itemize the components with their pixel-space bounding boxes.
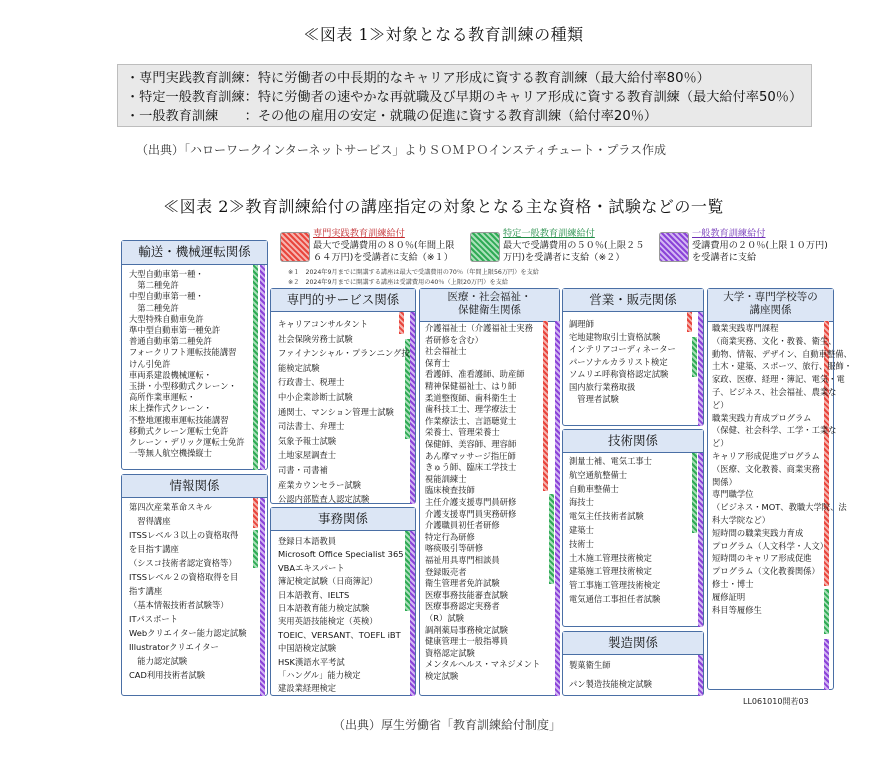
list-item: 職業実践力育成プログラム (712, 412, 812, 423)
list-item: 産業カウンセラー試験 (278, 479, 361, 490)
legend-note: ※２ 2024年9月までに開講する講座は受講費用の40％（上限20万円）を支給 (288, 279, 509, 286)
section-professional-service (270, 288, 416, 504)
section-title: 技術関係 (563, 430, 703, 453)
list-item: 土地家屋調査士 (278, 450, 337, 461)
section-title: 情報関係 (122, 475, 267, 498)
list-item: 特定行為研修 (425, 531, 475, 542)
list-item: 建築施工管理技術検定 (569, 566, 652, 577)
list-item: フォークリフト運転技能講習 (129, 347, 237, 358)
purple-bar (824, 639, 829, 690)
purple-bar (260, 498, 265, 696)
list-item: 高所作業車運転・ (129, 392, 196, 403)
figure2-source: （出典）厚生労働省「教育訓練給付制度」 (333, 718, 562, 732)
purple-bar (698, 655, 703, 696)
list-item: 主任介護支援専門員研修 (425, 497, 517, 507)
section-medical-welfare (419, 288, 560, 696)
list-item: ITSSレベル２の資格取得を目 (129, 572, 239, 582)
training-type-line: ・専門実践教育訓練：特に労働者の中長期的なキャリア形成に資する教育訓練（最大給付率80％） (126, 71, 710, 86)
list-item: 検定試験 (425, 671, 459, 681)
legend-heading: 専門実践教育訓練給付 (313, 228, 405, 239)
list-item: 登録日本語教員 (278, 536, 337, 546)
red-bar (543, 321, 548, 491)
list-item: 土木・建築、スポーツ、旅行、服飾・ (712, 361, 853, 372)
list-item: CAD利用技術者試験 (129, 670, 205, 680)
list-item: 能検定試験 (278, 362, 320, 373)
legend-green-swatch (470, 232, 500, 262)
list-item: キャリア形成促進プログラム (712, 451, 820, 461)
list-item: 製菓衛生師 (569, 660, 611, 670)
red-bar (399, 312, 404, 334)
section-title: 輸送・機械運転関係 (122, 241, 267, 265)
list-item: ITSSレベル３以上の資格取得 (129, 530, 239, 540)
list-item: 日本語教育、IELTS (278, 589, 350, 600)
list-item: 介護支援専門員実務研修 (425, 508, 517, 519)
list-item: クレーン・デリック運転士免許 (129, 437, 245, 447)
list-item: Webクリエイター能力認定試験 (129, 628, 247, 638)
list-item: 車両系建設機械運転・ (129, 369, 212, 380)
section-title: 専門的サービス関係 (271, 289, 415, 312)
list-item: きゅう師、臨床工学技士 (425, 462, 517, 473)
legend-specialized (280, 228, 470, 266)
purple-bar (555, 321, 560, 696)
list-item: 調理師 (569, 319, 594, 329)
list-item: （保健、社会科学、工学・工業な (712, 425, 837, 436)
qualification-chart (118, 226, 853, 708)
list-item: ソムリエ呼称資格認定試験 (569, 369, 669, 379)
training-type-line: ・特定一般教育訓練：特に労働者の速やかな再就職及び早期のキャリア形成に資する教育訓練（最大給付率50％） (126, 90, 803, 105)
list-item: 指す講座 (129, 586, 163, 596)
list-item: 管工事施工管理技術検定 (569, 580, 661, 591)
list-item: 短時間の職業実践力育成 (712, 527, 804, 538)
list-item: 管理者試験 (569, 394, 619, 404)
list-item: 大型特殊自動車免許 (129, 313, 204, 324)
green-bar (692, 337, 697, 377)
legend-line: を受講者に支給 (692, 252, 757, 263)
list-item: 電気主任技術者試験 (569, 511, 644, 522)
section-title: 事務関係 (271, 508, 415, 531)
list-item: インテリアコーディネーター (569, 344, 676, 354)
legend-line: ６４万円)を受講者に支給（※１） (313, 252, 453, 263)
list-item: 関係） (712, 476, 737, 487)
legend-note: ※１ 2024年9月までに開講する講座は最大で受講費用の70％（年間上限56万円）を支給 (288, 269, 539, 276)
list-item: 専門職学位 (712, 489, 754, 500)
list-item: （シスコ技術者認定資格等） (129, 558, 237, 568)
list-item: 土木施工管理技術検定 (569, 552, 652, 563)
figure1-source: （出典）「ハローワークインターネットサービス」よりＳＯＭＰＯインスティチュート・プラス作成 (136, 143, 667, 157)
list-item: 一等無人航空機操縦士 (129, 448, 212, 459)
legend-general (659, 228, 834, 266)
green-bar (692, 453, 697, 533)
list-item: 簿記検定試験（日商簿記） (278, 576, 378, 587)
list-item: ど） (712, 399, 729, 410)
list-item: 家政、医療、経理・簿記、電気・電 (712, 374, 845, 385)
list-item: 履修証明 (712, 591, 746, 602)
list-item: 健康管理士一般指導員 (425, 636, 508, 647)
list-item: 中国語検定試験 (278, 643, 337, 654)
list-item: 保育士 (425, 357, 450, 368)
list-item: 能力認定試験 (129, 656, 188, 666)
legend-line: 最大で受講費用の５０％(上限２５ (503, 240, 645, 251)
list-item: （基本情報技術者試験等） (129, 600, 229, 610)
list-item: ファイナンシャル・プランニング技 (278, 348, 410, 359)
list-item: 国内旅行業務取扱 (569, 381, 636, 392)
section-transport (121, 240, 268, 470)
list-item: 普通自動車第二種免許 (129, 336, 212, 347)
purple-bar (410, 312, 415, 504)
list-item: 医療事務技能審査試験 (425, 589, 508, 600)
legend-line: 万円)を受講者に支給（※２） (503, 252, 625, 263)
section-office (270, 507, 416, 696)
list-item: 司書・司書補 (278, 465, 328, 475)
list-item: 建設業経理検定 (278, 683, 337, 694)
list-item: 実用英語技能検定（英検） (278, 616, 378, 627)
list-item: 「ハングル」能力検定 (278, 670, 361, 680)
list-item: 職業実践専門課程 (712, 323, 779, 333)
legend-heading: 一般教育訓練給付 (692, 228, 766, 239)
list-item: 習得講座 (129, 516, 171, 526)
list-item: 子、ビジネス、社会福祉、農業な (712, 387, 837, 397)
list-item: 第二種免許 (129, 280, 179, 291)
list-item: （商業実務、文化・教養、衛生、 (712, 335, 837, 346)
legend-red-swatch (280, 232, 310, 262)
list-item: 公認内部監査人認定試験 (278, 494, 370, 505)
list-item: 福祉用具専門相談員 (425, 555, 500, 565)
list-item: プログラム（文化教養関係） (712, 566, 820, 577)
list-item: メンタルヘルス・マネジメント (425, 659, 541, 670)
list-item: 電気通信工事担任者試験 (569, 594, 661, 604)
list-item: 登録販売者 (425, 566, 467, 577)
purple-bar (698, 453, 703, 627)
section-sales (562, 288, 704, 426)
legend-purple-swatch (659, 232, 689, 262)
list-item: 科目等履修生 (712, 604, 762, 615)
list-item: 行政書士、税理士 (278, 377, 345, 388)
list-item: 衛生管理者免許試験 (425, 578, 500, 589)
list-item: 視能訓練士 (425, 473, 467, 484)
list-item: 海技士 (569, 497, 594, 508)
list-item: 者研修を含む） (425, 334, 484, 345)
red-bar (253, 498, 258, 528)
section-university (707, 288, 853, 690)
section-info (121, 474, 268, 696)
list-item: 栄養士、管理栄養士 (425, 427, 500, 438)
list-item: 移動式クレーン運転士免許 (129, 425, 229, 436)
document-code: LL061010開若03 (743, 697, 809, 706)
list-item: 短時間のキャリア形成促進 (712, 553, 812, 564)
training-type-line: ・一般教育訓練 ：その他の雇用の安定・就職の促進に資する教育訓練（給付率20％） (126, 109, 658, 124)
list-item: 歯科技工士、理学療法士 (425, 404, 517, 415)
list-item: 第二種免許 (129, 302, 179, 313)
list-item: 技術士 (569, 538, 594, 549)
list-item: 臨床検査技師 (425, 485, 475, 496)
list-item: Microsoft Office Specialist 365 (278, 549, 404, 560)
list-item: 作業療法士、言語聴覚士 (425, 415, 517, 426)
list-item: 宅地建物取引士資格試験 (569, 331, 661, 342)
figure1-title: ≪図表 1≫対象となる教育訓練の種類 (303, 25, 584, 44)
list-item: TOEIC、VERSANT、TOEFL iBT (278, 629, 401, 640)
legend-heading: 特定一般教育訓練給付 (503, 228, 595, 239)
list-item: 介護福祉士（介護福祉士実務 (425, 323, 533, 333)
list-item: 社会保険労務士試験 (278, 333, 353, 344)
list-item: 資格認定試験 (425, 647, 475, 658)
list-item: ど） (712, 438, 729, 449)
list-item: 航空通航整備士 (569, 469, 628, 480)
list-item: 第四次産業革命スキル (129, 502, 212, 512)
purple-bar (410, 531, 415, 696)
list-item: 修士・博士 (712, 579, 754, 589)
list-item: 自動車整備士 (569, 483, 619, 494)
list-item: 動物、情報、デザイン、自動車整備、 (712, 348, 852, 359)
section-manufacturing (562, 631, 704, 696)
section-title: 大学・専門学校等の 講座関係 (708, 289, 833, 322)
list-item: 介護職員初任者研修 (425, 520, 500, 531)
training-types-box (117, 64, 812, 127)
list-item: 喀痰吸引等研修 (425, 543, 484, 554)
list-item: 気象予報士試験 (278, 435, 337, 446)
green-bar (253, 530, 258, 568)
list-item: 通関士、マンション管理士試験 (278, 406, 394, 417)
purple-bar (698, 312, 703, 426)
list-item: 中型自動車第一種・ (129, 291, 204, 302)
list-item: VBAエキスパート (278, 562, 345, 573)
list-item: Illustratorクリエイター (129, 642, 219, 652)
figure2-title: ≪図表 2≫教育訓練給付の講座指定の対象となる主な資格・試験などの一覧 (163, 197, 724, 216)
list-item: を目指す講座 (129, 544, 179, 554)
list-item: けん引免許 (129, 358, 171, 369)
section-title: 医療・社会福祉・ 保健衛生関係 (420, 289, 559, 322)
list-item: 玉掛・小型移動式クレーン・ (129, 381, 237, 391)
list-item: 準中型自動車第一種免許 (129, 325, 221, 335)
list-item: （医療、文化教養、商業実務 (712, 463, 820, 474)
list-item: 中小企業診断士試験 (278, 392, 353, 402)
list-item: HSK漢語水平考試 (278, 656, 345, 667)
legend-specific-general (470, 228, 660, 266)
list-item: 柔道整復師、歯科衛生士 (425, 392, 517, 403)
section-technical (562, 429, 704, 627)
list-item: 科大学院など） (712, 515, 771, 525)
list-item: 精神保健福祉士、はり師 (425, 381, 517, 391)
list-item: 調剤薬局事務検定試験 (425, 624, 508, 635)
red-bar (687, 312, 692, 332)
list-item: キャリアコンサルタント (278, 319, 369, 329)
list-item: パーソナルカラリスト検定 (569, 356, 668, 367)
list-item: 測量士補、電気工事士 (569, 456, 652, 466)
list-item: 保健師、美容師、理容師 (425, 439, 517, 449)
list-item: 司法書士、弁理士 (278, 421, 345, 432)
list-item: ITパスポート (129, 614, 178, 624)
list-item: 日本語教育能力検定試験 (278, 603, 370, 613)
green-bar (549, 494, 554, 584)
green-bar (824, 589, 829, 634)
section-title: 製造関係 (563, 632, 703, 655)
list-item: あん摩マッサージ指圧師 (425, 450, 516, 461)
list-item: パン製造技能検定試験 (569, 679, 652, 689)
purple-bar (260, 265, 265, 470)
list-item: 社会福祉士 (425, 346, 467, 357)
list-item: 大型自動車第一種・ (129, 269, 204, 279)
list-item: プログラム（人文科学・人文） (712, 540, 829, 551)
list-item: （ビジネス・MOT、教職大学院、法 (712, 502, 847, 513)
green-bar (253, 265, 258, 470)
list-item: 建築士 (569, 525, 594, 535)
legend-line: 受講費用の２０％(上限１０万円) (692, 240, 828, 251)
section-title: 営業・販売関係 (563, 289, 703, 312)
list-item: 医療事務認定実務者 (425, 601, 500, 612)
list-item: 不整地運搬車運転技能講習 (129, 414, 229, 425)
legend-line: 最大で受講費用の８０％(年間上限 (313, 240, 455, 251)
list-item: （R）試験 (425, 613, 464, 623)
list-item: 看護師、准看護師、助産師 (425, 369, 525, 380)
list-item: 床上操作式クレーン・ (129, 403, 212, 414)
